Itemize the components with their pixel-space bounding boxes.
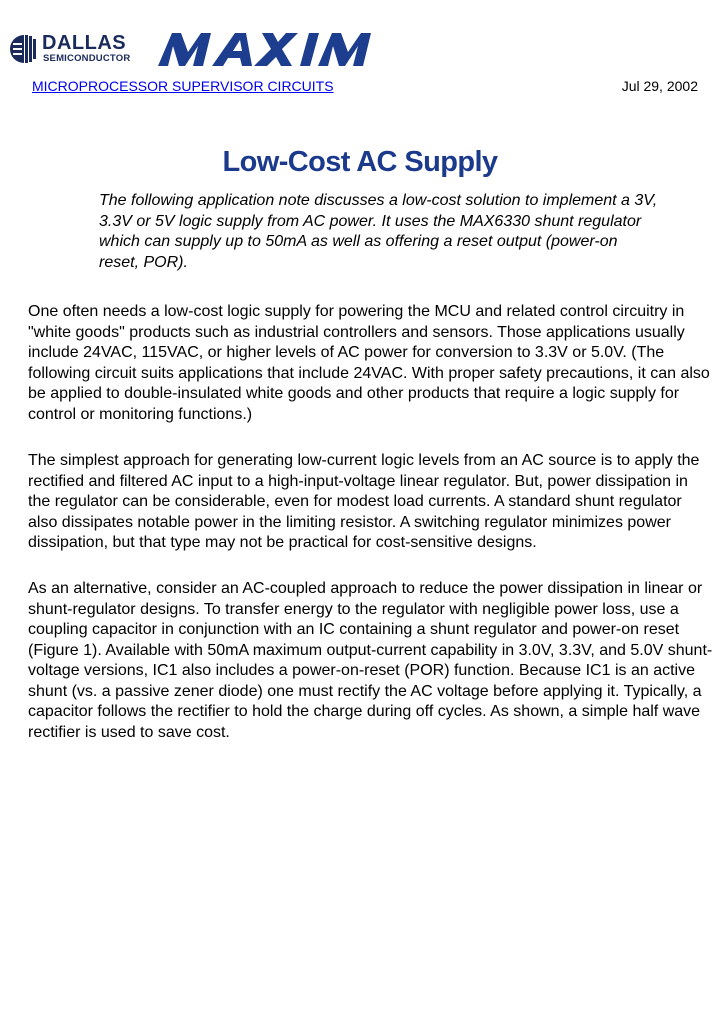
dallas-semiconductor-logo[interactable] xyxy=(10,32,150,68)
paragraph-2: The simplest approach for generating low-current logic levels from an AC source is to apply the rectified and filtered AC input to a high-input-voltage linear regulator. But, power dissipation in the regulator can be considerable, even for modest load currents. A standard shunt regulator also dissipates notable power in the limiting resistor. A switching regulator minimizes power dissipation, but that type may not be practical for cost-sensitive designs. xyxy=(28,452,700,551)
paragraph-3: As an alternative, consider an AC-coupled approach to reduce the power dissipation in linear or shunt-regulator designs. To transfer energy to the regulator with negligible power loss, use a coupling capacitor in conjunction with an IC containing a shunt regulator and power-on reset (Figure 1). Available with 50mA maximum output-current capability in 3.0V, 3.3V, and 5.0V shunt-voltage versions, IC1 also includes a power-on-reset (POR) function. Because IC1 is an active shunt (vs. a passive zener diode) one must rectify the AC voltage before applying it. Typically, a capacitor follows the rectifier to hold the charge during off cycles. As shown, a simple half wave rectifier is used to save cost. xyxy=(28,580,713,741)
maxim-logo[interactable] xyxy=(154,30,390,68)
header xyxy=(10,30,710,70)
dallas-wordmark: DALLAS xyxy=(42,32,127,54)
category-link[interactable]: MICROPROCESSOR SUPERVISOR CIRCUITS xyxy=(32,78,334,94)
publication-date: Jul 29, 2002 xyxy=(621,78,698,94)
dallas-logo-icon xyxy=(10,34,38,64)
page-title: Low-Cost AC Supply xyxy=(222,146,498,179)
abstract: The following application note discusses a low-cost solution to implement a 3V, 3.3V or 5V logic supply from AC power. It uses the MAX6330 shunt regulator which can supply up to 50mA as well as offering a reset output (power-on reset, POR). xyxy=(99,192,658,271)
semiconductor-wordmark: SEMICONDUCTOR xyxy=(43,53,131,64)
paragraph-1: One often needs a low-cost logic supply for powering the MCU and related control circuitry in "white goods" products such as industrial controllers and sensors. Those applications usually include 24VAC, 115VAC, or higher levels of AC power for conversion to 3.3V or 5.0V. (The following circuit suits applications that include 24VAC. With proper safety precautions, it can also be applied to double-insulated white goods and other products that require a logic supply for control or monitoring functions.) xyxy=(28,303,710,423)
maxim-logo-icon xyxy=(154,30,390,68)
